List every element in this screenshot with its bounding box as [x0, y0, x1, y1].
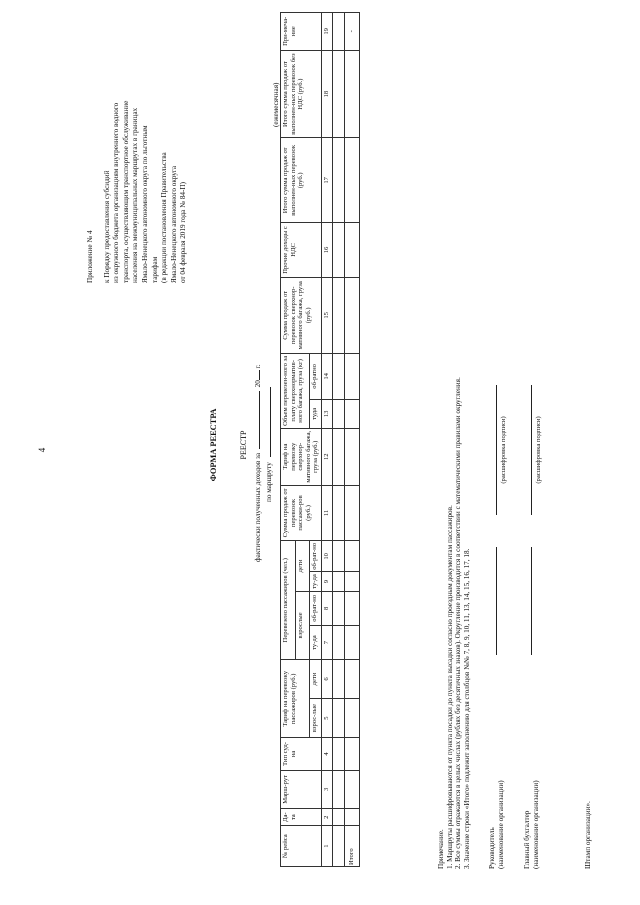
header-adults: взрослые: [295, 591, 310, 660]
total-row-label: Итого: [344, 826, 359, 867]
table-cell: [332, 485, 344, 541]
table-cell: [332, 738, 344, 770]
appendix-line: от 04 февраля 2019 года № 84-П): [179, 182, 188, 283]
header-total-sales-no-vat: Итого сумма продаж от выполнен-ных перевозок без НДС (руб.): [281, 50, 322, 138]
table-cell: [332, 541, 344, 572]
table-cell: [344, 428, 359, 485]
appendix-block: [86, 13, 189, 283]
column-number: 13: [321, 399, 332, 428]
appendix-title: Приложение № 4: [86, 230, 94, 283]
column-number: 12: [321, 428, 332, 485]
table-cell: [332, 13, 344, 51]
column-number: 17: [321, 138, 332, 223]
table-cell: [332, 428, 344, 485]
accountant-org: (наименование организации): [531, 780, 540, 869]
header-children: дети: [295, 541, 310, 591]
header-tariff: Тариф на перевозку пассажиров (руб.): [281, 660, 310, 738]
column-number: 3: [321, 770, 332, 809]
head-decode-line: [496, 385, 497, 515]
accountant-signature-line: [531, 547, 532, 655]
table-cell: [332, 399, 344, 428]
register-table: [280, 12, 360, 867]
header-tariff-baggage: Тариф на перевозку сверхнор-мативного багажа, груза (руб.): [281, 428, 322, 485]
table-cell: [344, 591, 359, 625]
appendix-line: транспорта, осуществляющим транспортное обслуживание: [121, 100, 130, 283]
register-year-g: г.: [254, 364, 262, 369]
table-cell: [332, 809, 344, 826]
accountant-title: Главный бухгалтер: [523, 810, 531, 869]
accountant-decode-line: [531, 385, 532, 515]
table-cell: [344, 50, 359, 138]
header-volume-baggage: Объем перевезен-ного за плату сверхнорматив-ного багажа, груза (кг): [281, 353, 310, 428]
table-cell: [332, 826, 344, 867]
appendix-line: Ямало-Ненецкого автономного округа по льготным: [140, 125, 149, 283]
head-signature-label: [488, 709, 505, 869]
register-period-line: [252, 232, 263, 562]
table-cell: [332, 138, 344, 223]
register-route-line: [263, 302, 274, 502]
column-number: 1: [321, 826, 332, 867]
note-item: 3. Значение строки «Итого» подлежит заполнению для столбцов №№ 7, 8, 9, 10, 11, 13, 14, 15, 16, 17, 18.: [462, 548, 471, 869]
header-sum-passengers: Сумма продаж от перевозок пассажи-ров (руб.): [281, 485, 322, 541]
header-other-income: Прочие доходы с НДС: [281, 223, 322, 278]
table-cell: [332, 660, 344, 699]
header-transported: Перевезено пассажиров (чел.): [281, 541, 296, 660]
header-total-sales: Итого сумма продаж от выполнен-ных перевозок (руб.): [281, 138, 322, 223]
header-ship-type: Тип суд-на: [281, 738, 322, 770]
column-number: 7: [321, 625, 332, 659]
column-number: 14: [321, 353, 332, 399]
notes-block: [437, 19, 471, 869]
table-cell: [344, 353, 359, 399]
table-cell: [344, 770, 359, 809]
appendix-line: тарифам: [150, 256, 159, 283]
table-cell: [344, 809, 359, 826]
head-title: Руководитель: [488, 827, 496, 869]
total-note-dash: -: [344, 13, 359, 51]
table-cell: [344, 660, 359, 699]
header-tariff-child: дети: [310, 660, 322, 699]
table-cell: [332, 698, 344, 738]
register-year: 20: [254, 380, 262, 388]
header-volume-there: туда: [310, 399, 322, 428]
accountant-decode-label: (расшифровка подписи): [535, 416, 542, 484]
table-cell: [344, 625, 359, 659]
table-cell: [344, 138, 359, 223]
column-number: 18: [321, 50, 332, 138]
header-volume-back: об-ратно: [310, 353, 322, 399]
table-cell: [344, 738, 359, 770]
column-number: 9: [321, 572, 332, 591]
table-cell: [332, 625, 344, 659]
column-number: 5: [321, 698, 332, 738]
table-cell: [344, 698, 359, 738]
header-route: Марш-рут: [281, 770, 322, 809]
header-trip-number: № рейса: [281, 826, 322, 867]
form-title: ФОРМА РЕЕСТРА: [209, 408, 218, 482]
appendix-line: Ямало-Ненецкого автономного округа: [169, 165, 178, 283]
appendix-line: (в редакции постановления Правительства: [160, 152, 169, 283]
header-tariff-adult: взрос-лые: [310, 698, 322, 738]
header-adult-back: об-рат-но: [310, 591, 322, 625]
note-item: 1. Маршруты расшифровываются от пункта посадки до пункта высадки согласно проездным документам пассажиров.: [445, 505, 454, 869]
column-number: 16: [321, 223, 332, 278]
register-title: РЕЕСТР: [239, 430, 248, 460]
page-number: 4: [37, 447, 47, 453]
appendix-line: из окружного бюджета организациям внутреннего водного: [112, 102, 121, 283]
header-child-back: об-рат-но: [310, 541, 322, 572]
header-child-there: ту-да: [310, 572, 322, 591]
head-decode-label: (расшифровка подписи): [500, 416, 507, 484]
table-cell: [344, 277, 359, 353]
column-number: 2: [321, 809, 332, 826]
column-number: 8: [321, 591, 332, 625]
column-number: 10: [321, 541, 332, 572]
header-sum-baggage: Сумма продаж от перевозок сверхнор-мативного багажа, груза (руб.): [281, 277, 322, 353]
table-cell: [332, 353, 344, 399]
head-signature-line: [496, 547, 497, 655]
column-number: 15: [321, 277, 332, 353]
table-cell: [344, 485, 359, 541]
table-cell: [344, 223, 359, 278]
stamp-label: Штамп организации».: [584, 801, 592, 869]
appendix-line: населения на межмуниципальных маршрутах в границах: [131, 107, 140, 283]
head-org: (наименование организации): [496, 780, 505, 869]
register-subtitle: фактически полученных доходов за: [254, 452, 262, 562]
table-cell: [332, 223, 344, 278]
table-cell: [332, 50, 344, 138]
notes-title: Примечание.: [437, 829, 445, 869]
header-adult-there: ту-да: [310, 625, 322, 659]
table-cell: [332, 277, 344, 353]
accountant-signature-label: [523, 709, 540, 869]
table-cell: [344, 572, 359, 591]
periodicity-label: (ежемесячная): [272, 82, 280, 127]
note-item: 2. Все суммы отражаются в целых числах (рублях без десятичных знаков). Округление производится в соответствии с математическими правилами округления.: [454, 377, 463, 869]
column-number: 6: [321, 660, 332, 699]
column-number: 11: [321, 485, 332, 541]
column-number: 4: [321, 738, 332, 770]
appendix-line: к Порядку предоставления субсидий: [102, 170, 111, 283]
register-route-label: по маршруту: [265, 462, 273, 502]
table-cell: [332, 572, 344, 591]
header-date: Да-та: [281, 809, 322, 826]
table-cell: [344, 541, 359, 572]
table-cell: [332, 770, 344, 809]
table-cell: [344, 399, 359, 428]
column-number: 19: [321, 13, 332, 51]
header-note: При-меча-ние: [281, 13, 322, 51]
table-cell: [332, 591, 344, 625]
